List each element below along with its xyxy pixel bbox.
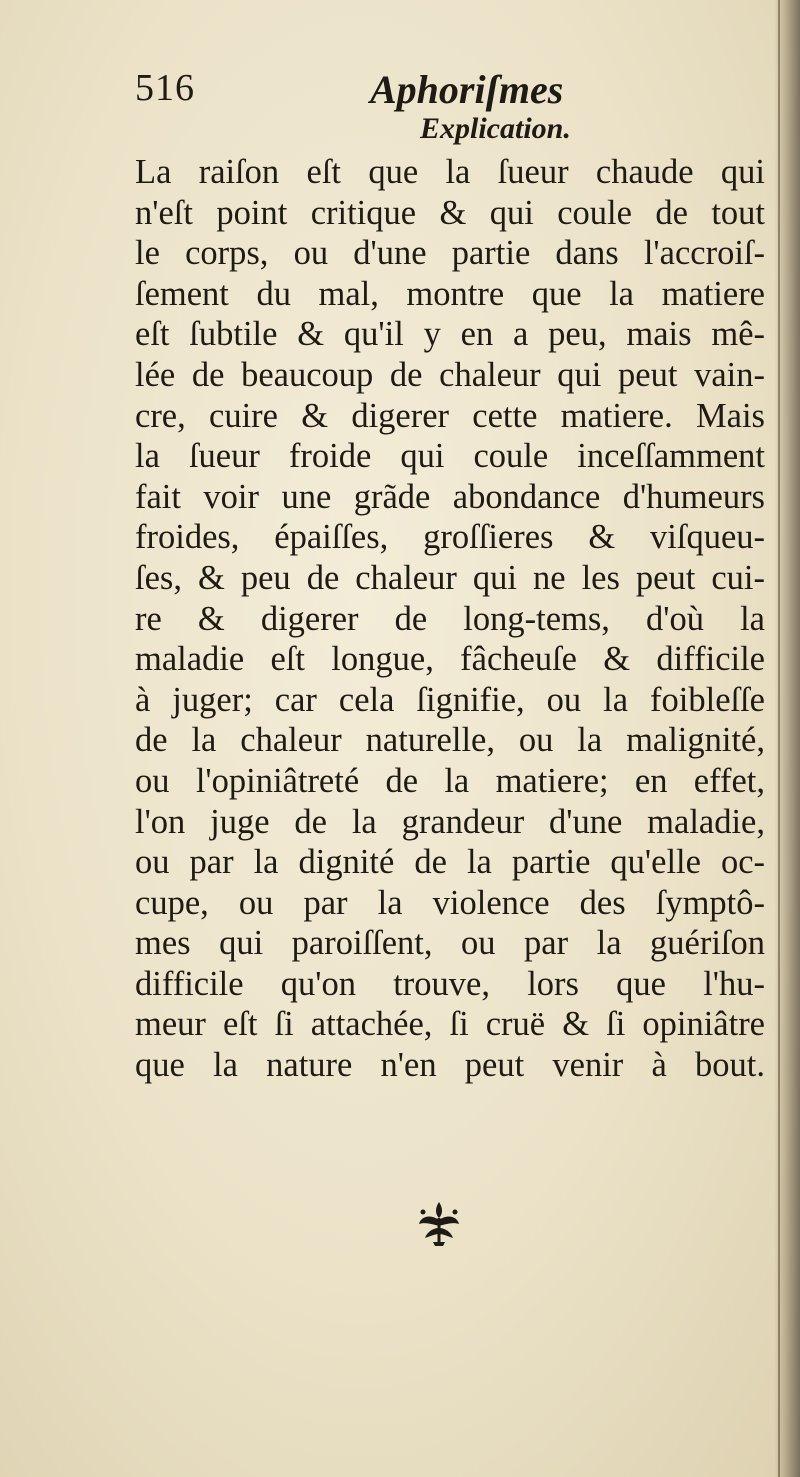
text-line: difficile qu'on trouve, lors que l'hu- <box>135 964 765 1003</box>
text-line: n'eſt point critique & qui coule de tout <box>135 193 765 232</box>
text-line: de la chaleur naturelle, ou la malignité, <box>135 721 765 760</box>
text-line: le corps, ou d'une partie dans l'accroiſ- <box>135 234 765 273</box>
text-line: meur eſt ſi attachée, ſi cruë & ſi opiniâtre <box>135 1005 765 1044</box>
text-line: re & digerer de long-tems, d'où la <box>135 599 765 638</box>
text-line: fait voir une grãde abondance d'humeurs <box>135 477 765 516</box>
text-line: cupe, ou par la violence des ſymptô- <box>135 883 765 922</box>
text-line: ſes, & peu de chaleur qui ne les peut cui- <box>135 558 765 597</box>
text-line: la ſueur froide qui coule inceſſamment <box>135 437 765 476</box>
text-line: eſt ſubtile & qu'il y en a peu, mais mê- <box>135 315 765 354</box>
text-line: cre, cuire & digerer cette matiere. Mais <box>135 396 765 435</box>
text-line: mes qui paroiſſent, ou par la guériſon <box>135 924 765 963</box>
page-binding-edge <box>778 0 780 1477</box>
fleuron-ornament-icon <box>413 1196 465 1248</box>
text-line: à juger; car cela ſignifie, ou la foibleſſe <box>135 680 765 719</box>
running-head: Aphoriſmes <box>370 67 564 112</box>
body-text <box>135 152 765 1086</box>
text-line: ſement du mal, montre que la matiere <box>135 274 765 313</box>
text-line: La raiſon eſt que la ſueur chaude qui <box>135 153 765 191</box>
text-line: lée de beaucoup de chaleur qui peut vain- <box>135 355 765 394</box>
text-line: maladie eſt longue, fâcheuſe & difficile <box>135 640 765 679</box>
text-line: froides, épaiſſes, groſſieres & viſqueu- <box>135 518 765 557</box>
section-title: Explication. <box>420 112 571 145</box>
page-number: 516 <box>135 67 195 109</box>
text-line: ou l'opiniâtreté de la matiere; en effet, <box>135 761 765 800</box>
text-line: l'on juge de la grandeur d'une maladie, <box>135 802 765 841</box>
text-line: ou par la dignité de la partie qu'elle oc- <box>135 843 765 882</box>
text-line: que la nature n'en peut venir à bout. <box>135 1046 765 1085</box>
